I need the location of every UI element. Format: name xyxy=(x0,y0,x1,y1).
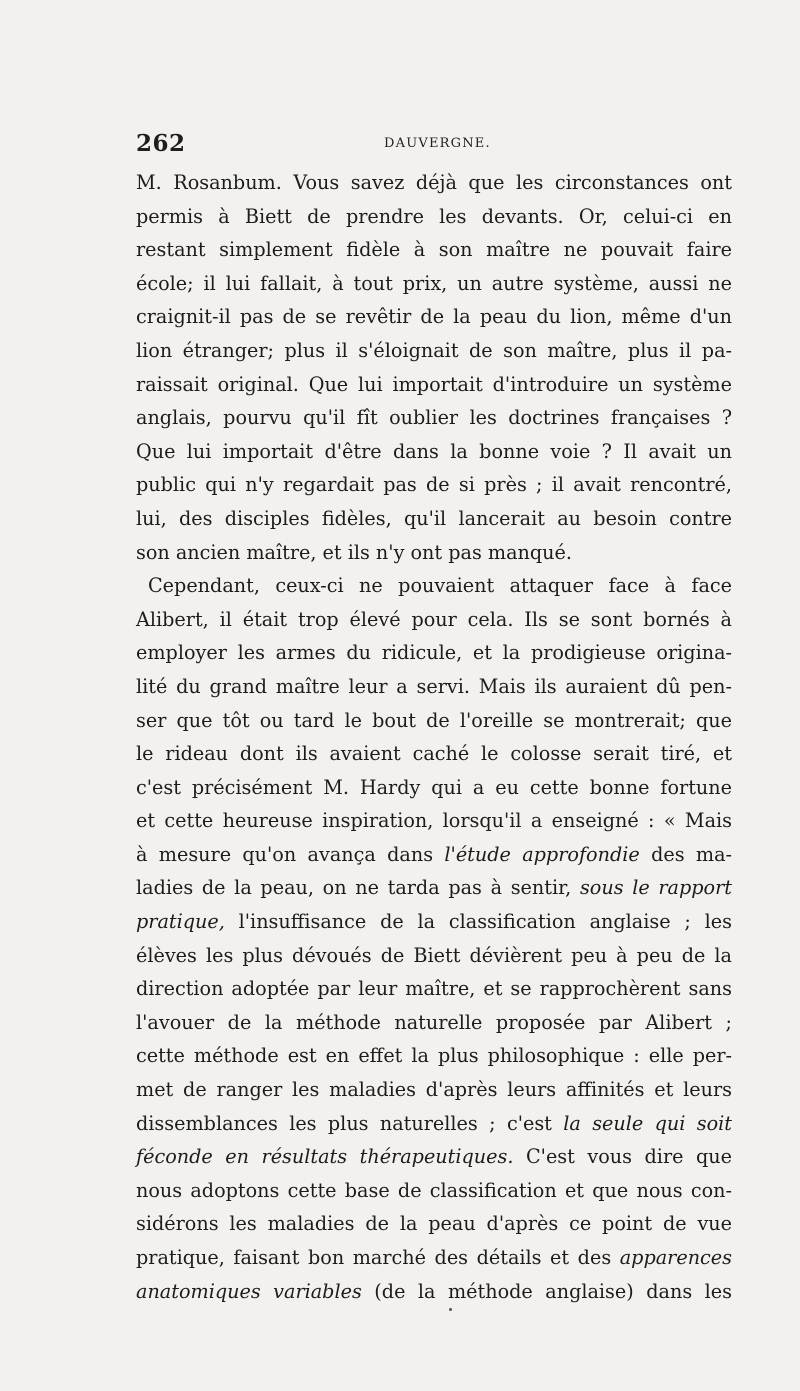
running-head: DAUVERGNE. xyxy=(384,136,491,151)
italic-text: féconde en résultats thérapeutiques. xyxy=(136,1145,514,1169)
text-line: école; il lui fallait, à tout prix, un autre système, aussi ne xyxy=(136,271,732,295)
text-line: Que lui importait d'être dans la bonne voie ? Il avait un xyxy=(136,439,732,463)
italic-text: sous le rapport xyxy=(579,876,732,900)
text-line: met de ranger les maladies d'après leurs affinités et leurs xyxy=(136,1078,732,1102)
text-run: à mesure qu'on avança dans xyxy=(136,842,445,866)
text-line: public qui n'y regardait pas de si près ; il avait rencontré, xyxy=(136,473,732,497)
text-line: raissait original. Que lui importait d'introduire un système xyxy=(136,372,732,396)
text-line: son ancien maître, et ils n'y ont pas manqué. xyxy=(136,540,572,564)
text-line: restant simplement fidèle à son maître ne pouvait faire xyxy=(136,238,732,262)
text-line: le rideau dont ils avaient caché le colosse serait tiré, et xyxy=(136,742,732,766)
text-line: anglais, pourvu qu'il fît oublier les doctrines françaises ? xyxy=(136,406,732,430)
text-line xyxy=(136,905,732,939)
text-line xyxy=(136,838,732,872)
text-line: M. Rosanbum. Vous savez déjà que les circonstances ont xyxy=(136,171,732,194)
ink-speck xyxy=(449,1308,452,1311)
page-header xyxy=(136,130,732,160)
body-text xyxy=(136,166,732,1308)
text-run: ladies de la peau, on ne tarda pas à sentir, xyxy=(136,876,580,900)
text-line xyxy=(136,1275,732,1309)
page-number: 262 xyxy=(136,130,186,157)
text-line: Alibert, il était trop élevé pour cela. Ils se sont bornés à xyxy=(136,607,732,631)
text-line: lion étranger; plus il s'éloignait de son maître, plus il pa- xyxy=(136,338,732,362)
text-run: pratique, faisant bon marché des détails et des xyxy=(136,1246,620,1269)
text-line: Cependant, ceux-ci ne pouvaient attaquer face à face xyxy=(148,574,732,598)
text-line xyxy=(136,1241,732,1275)
text-line: c'est précisément M. Hardy qui a eu cette bonne fortune xyxy=(136,775,732,799)
text-line: employer les armes du ridicule, et la prodigieuse origina- xyxy=(136,641,732,665)
italic-text: apparences xyxy=(619,1246,732,1269)
text-run: des ma- xyxy=(639,842,732,866)
text-line xyxy=(136,871,732,905)
italic-text: pratique, xyxy=(136,910,225,934)
text-line: direction adoptée par leur maître, et se rapprochèrent sans xyxy=(136,977,732,1001)
text-line: permis à Biett de prendre les devants. Or, celui-ci en xyxy=(136,204,732,228)
text-line: cette méthode est en effet la plus philosophique : elle per- xyxy=(136,1044,732,1068)
text-line: lité du grand maître leur a servi. Mais ils auraient dû pen- xyxy=(136,674,732,698)
text-line xyxy=(136,1107,732,1141)
text-line: nous adoptons cette base de classification et que nous con- xyxy=(136,1178,732,1202)
text-line xyxy=(136,1140,732,1174)
text-line: élèves les plus dévoués de Biett dévièrent peu à peu de la xyxy=(136,943,732,967)
italic-text: la seule qui soit xyxy=(563,1111,732,1135)
text-line: sidérons les maladies de la peau d'après ce point de vue xyxy=(136,1212,732,1236)
text-line: ser que tôt ou tard le bout de l'oreille se montrerait; que xyxy=(136,708,732,732)
text-line: l'avouer de la méthode naturelle proposée par Alibert ; xyxy=(136,1010,732,1034)
text-run: l'insuffisance de la classification anglaise ; les xyxy=(224,910,732,934)
text-run: dissemblances les plus naturelles ; c'est xyxy=(136,1111,564,1135)
text-run: (de la méthode anglaise) dans les xyxy=(361,1279,732,1303)
text-line: craignit-il pas de se revêtir de la peau du lion, même d'un xyxy=(136,305,732,329)
text-line: et cette heureuse inspiration, lorsqu'il a enseigné : « Mais xyxy=(136,809,732,833)
italic-text: l'étude approfondie xyxy=(444,842,640,866)
text-line: lui, des disciples fidèles, qu'il lancerait au besoin contre xyxy=(136,506,732,530)
text-run: C'est vous dire que xyxy=(513,1145,733,1169)
italic-text: anatomiques variables xyxy=(136,1279,362,1303)
